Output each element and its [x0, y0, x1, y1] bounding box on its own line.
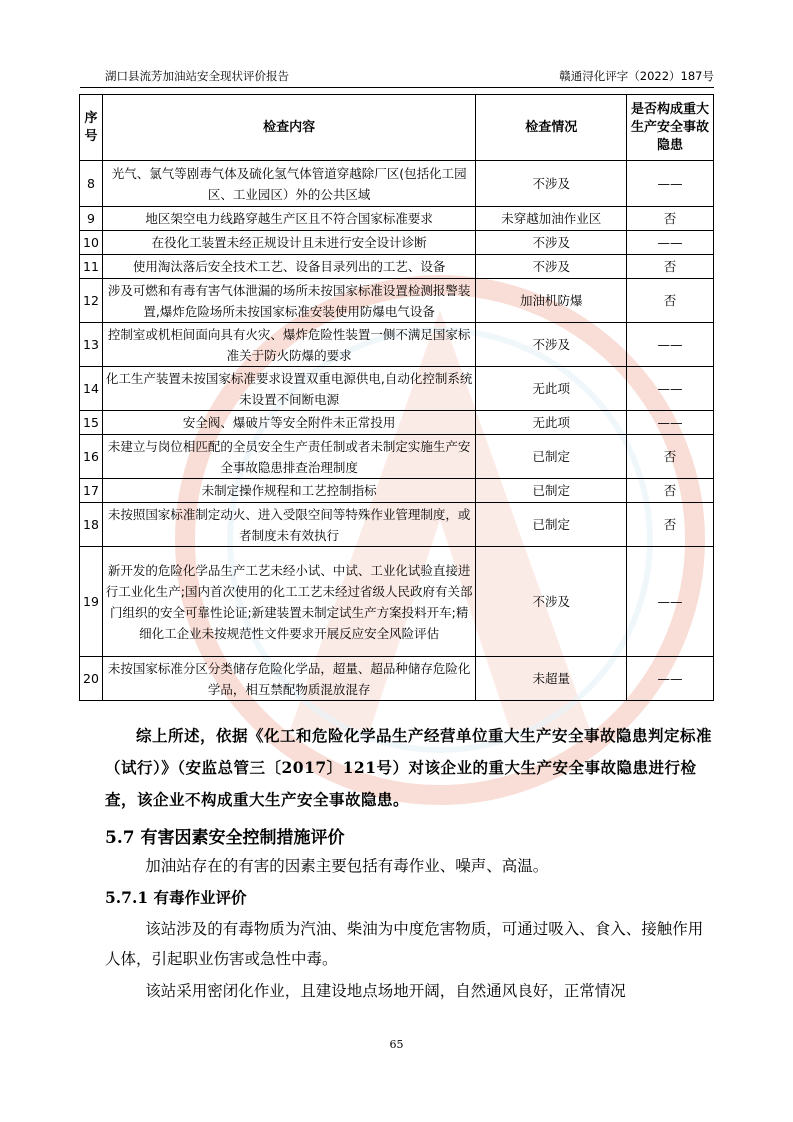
row-status: 不涉及: [476, 231, 627, 255]
row-content: 光气、氯气等剧毒气体及硫化氢气体管道穿越除厂区(包括化工园区、工业园区）外的公共区域: [102, 161, 475, 207]
inspection-table: [79, 94, 714, 701]
row-content: 使用淘汰落后安全技术工艺、设备目录列出的工艺、设备: [102, 255, 475, 279]
table-row: [80, 231, 714, 255]
table-row: [80, 479, 714, 503]
row-hazard: ——: [627, 547, 714, 657]
section-5-7-1-paragraph-2: 该站采用密闭化作业，且建设地点场地开阔，自然通风良好，正常情况: [145, 982, 626, 1000]
row-serial: 15: [80, 411, 103, 435]
row-status: 不涉及: [476, 323, 627, 367]
row-serial: 11: [80, 255, 103, 279]
row-content: 未制定操作规程和工艺控制指标: [102, 479, 475, 503]
header-report-title: 湖口县流芳加油站安全现状评价报告: [105, 69, 289, 83]
row-hazard: ——: [627, 411, 714, 435]
table-row: [80, 503, 714, 547]
header-status: 检查情况: [476, 95, 627, 161]
row-status: 无此项: [476, 367, 627, 411]
row-serial: 17: [80, 479, 103, 503]
table-row: [80, 657, 714, 701]
row-hazard: 否: [627, 435, 714, 479]
table-row: [80, 323, 714, 367]
page-header: [105, 68, 714, 88]
row-serial: 20: [80, 657, 103, 701]
row-content: 安全阀、爆破片等安全附件未正常投用: [102, 411, 475, 435]
row-hazard: ——: [627, 231, 714, 255]
row-content: 未按照国家标准制定动火、进入受限空间等特殊作业管理制度，或者制度未有效执行: [102, 503, 475, 547]
row-content: 涉及可燃和有毒有害气体泄漏的场所未按国家标准设置检测报警装置,爆炸危险场所未按国家标准安装使用防爆电气设备: [102, 279, 475, 323]
row-serial: 13: [80, 323, 103, 367]
row-status: 加油机防爆: [476, 279, 627, 323]
row-hazard: 否: [627, 207, 714, 231]
row-status: 不涉及: [476, 547, 627, 657]
row-serial: 9: [80, 207, 103, 231]
table-row: [80, 435, 714, 479]
row-content: 控制室或机柜间面向具有火灾、爆炸危险性装置一侧不满足国家标准关于防火防爆的要求: [102, 323, 475, 367]
page-number: 65: [389, 1038, 404, 1051]
table-row: [80, 367, 714, 411]
conclusion-paragraph: 综上所述，依据《化工和危险化学品生产经营单位重大生产安全事故隐患判定标准（试行）》（安监总管三〔2017〕121号）对该企业的重大生产安全事故隐患进行检查，该企业不构成重大生产安全事故隐患。: [105, 726, 713, 809]
header-rule: [80, 87, 714, 88]
row-status: 已制定: [476, 435, 627, 479]
row-serial: 19: [80, 547, 103, 657]
section-5-7-title: 5.7 有害因素安全控制措施评价: [105, 828, 345, 848]
row-status: 不涉及: [476, 161, 627, 207]
header-major-hazard: 是否构成重大生产安全事故隐患: [627, 95, 714, 161]
row-hazard: 否: [627, 503, 714, 547]
row-serial: 14: [80, 367, 103, 411]
row-content: 化工生产装置未按国家标准要求设置双重电源供电,自动化控制系统未设置不间断电源: [102, 367, 475, 411]
row-serial: 16: [80, 435, 103, 479]
row-hazard: ——: [627, 657, 714, 701]
row-status: 不涉及: [476, 255, 627, 279]
table-row: [80, 547, 714, 657]
row-content: 在役化工装置未经正规设计且未进行安全设计诊断: [102, 231, 475, 255]
table-row: [80, 411, 714, 435]
row-hazard: 否: [627, 279, 714, 323]
header-content: 检查内容: [102, 95, 475, 161]
row-hazard: 否: [627, 255, 714, 279]
table-row: [80, 255, 714, 279]
row-status: 未超量: [476, 657, 627, 701]
header-document-number: 赣通浔化评字（2022）187号: [559, 69, 714, 83]
row-content: 地区架空电力线路穿越生产区且不符合国家标准要求: [102, 207, 475, 231]
row-hazard: ——: [627, 323, 714, 367]
section-5-7-text: 加油站存在的有害的因素主要包括有毒作业、噪声、高温。: [145, 857, 549, 875]
table-row: [80, 161, 714, 207]
row-content: 未按国家标准分区分类储存危险化学品，超量、超品种储存危险化学品，相互禁配物质混放混存: [102, 657, 475, 701]
row-serial: 10: [80, 231, 103, 255]
row-hazard: ——: [627, 367, 714, 411]
row-serial: 12: [80, 279, 103, 323]
table-row: [80, 207, 714, 231]
row-content: 新开发的危险化学品生产工艺未经小试、中试、工业化试验直接进行工业化生产;国内首次使用的化工工艺未经过省级人民政府有关部门组织的安全可靠性论证;新建装置未制定试生产方案投料开车;精细化工企业未按规范性文件要求开展反应安全风险评估: [102, 547, 475, 657]
section-5-7-1-title: 5.7.1 有毒作业评价: [105, 888, 247, 907]
section-5-7-1-paragraph-1: 该站涉及的有毒物质为汽油、柴油为中度危害物质，可通过吸入、食入、接触作用人体，引起职业伤害或急性中毒。: [105, 920, 704, 968]
table-header-row: [80, 95, 714, 161]
row-hazard: ——: [627, 161, 714, 207]
row-hazard: 否: [627, 479, 714, 503]
row-status: 未穿越加油作业区: [476, 207, 627, 231]
row-status: 无此项: [476, 411, 627, 435]
row-status: 已制定: [476, 503, 627, 547]
row-status: 已制定: [476, 479, 627, 503]
row-content: 未建立与岗位相匹配的全员安全生产责任制或者未制定实施生产安全事故隐患排查治理制度: [102, 435, 475, 479]
row-serial: 8: [80, 161, 103, 207]
header-serial: 序号: [80, 95, 103, 161]
table-row: [80, 279, 714, 323]
row-serial: 18: [80, 503, 103, 547]
